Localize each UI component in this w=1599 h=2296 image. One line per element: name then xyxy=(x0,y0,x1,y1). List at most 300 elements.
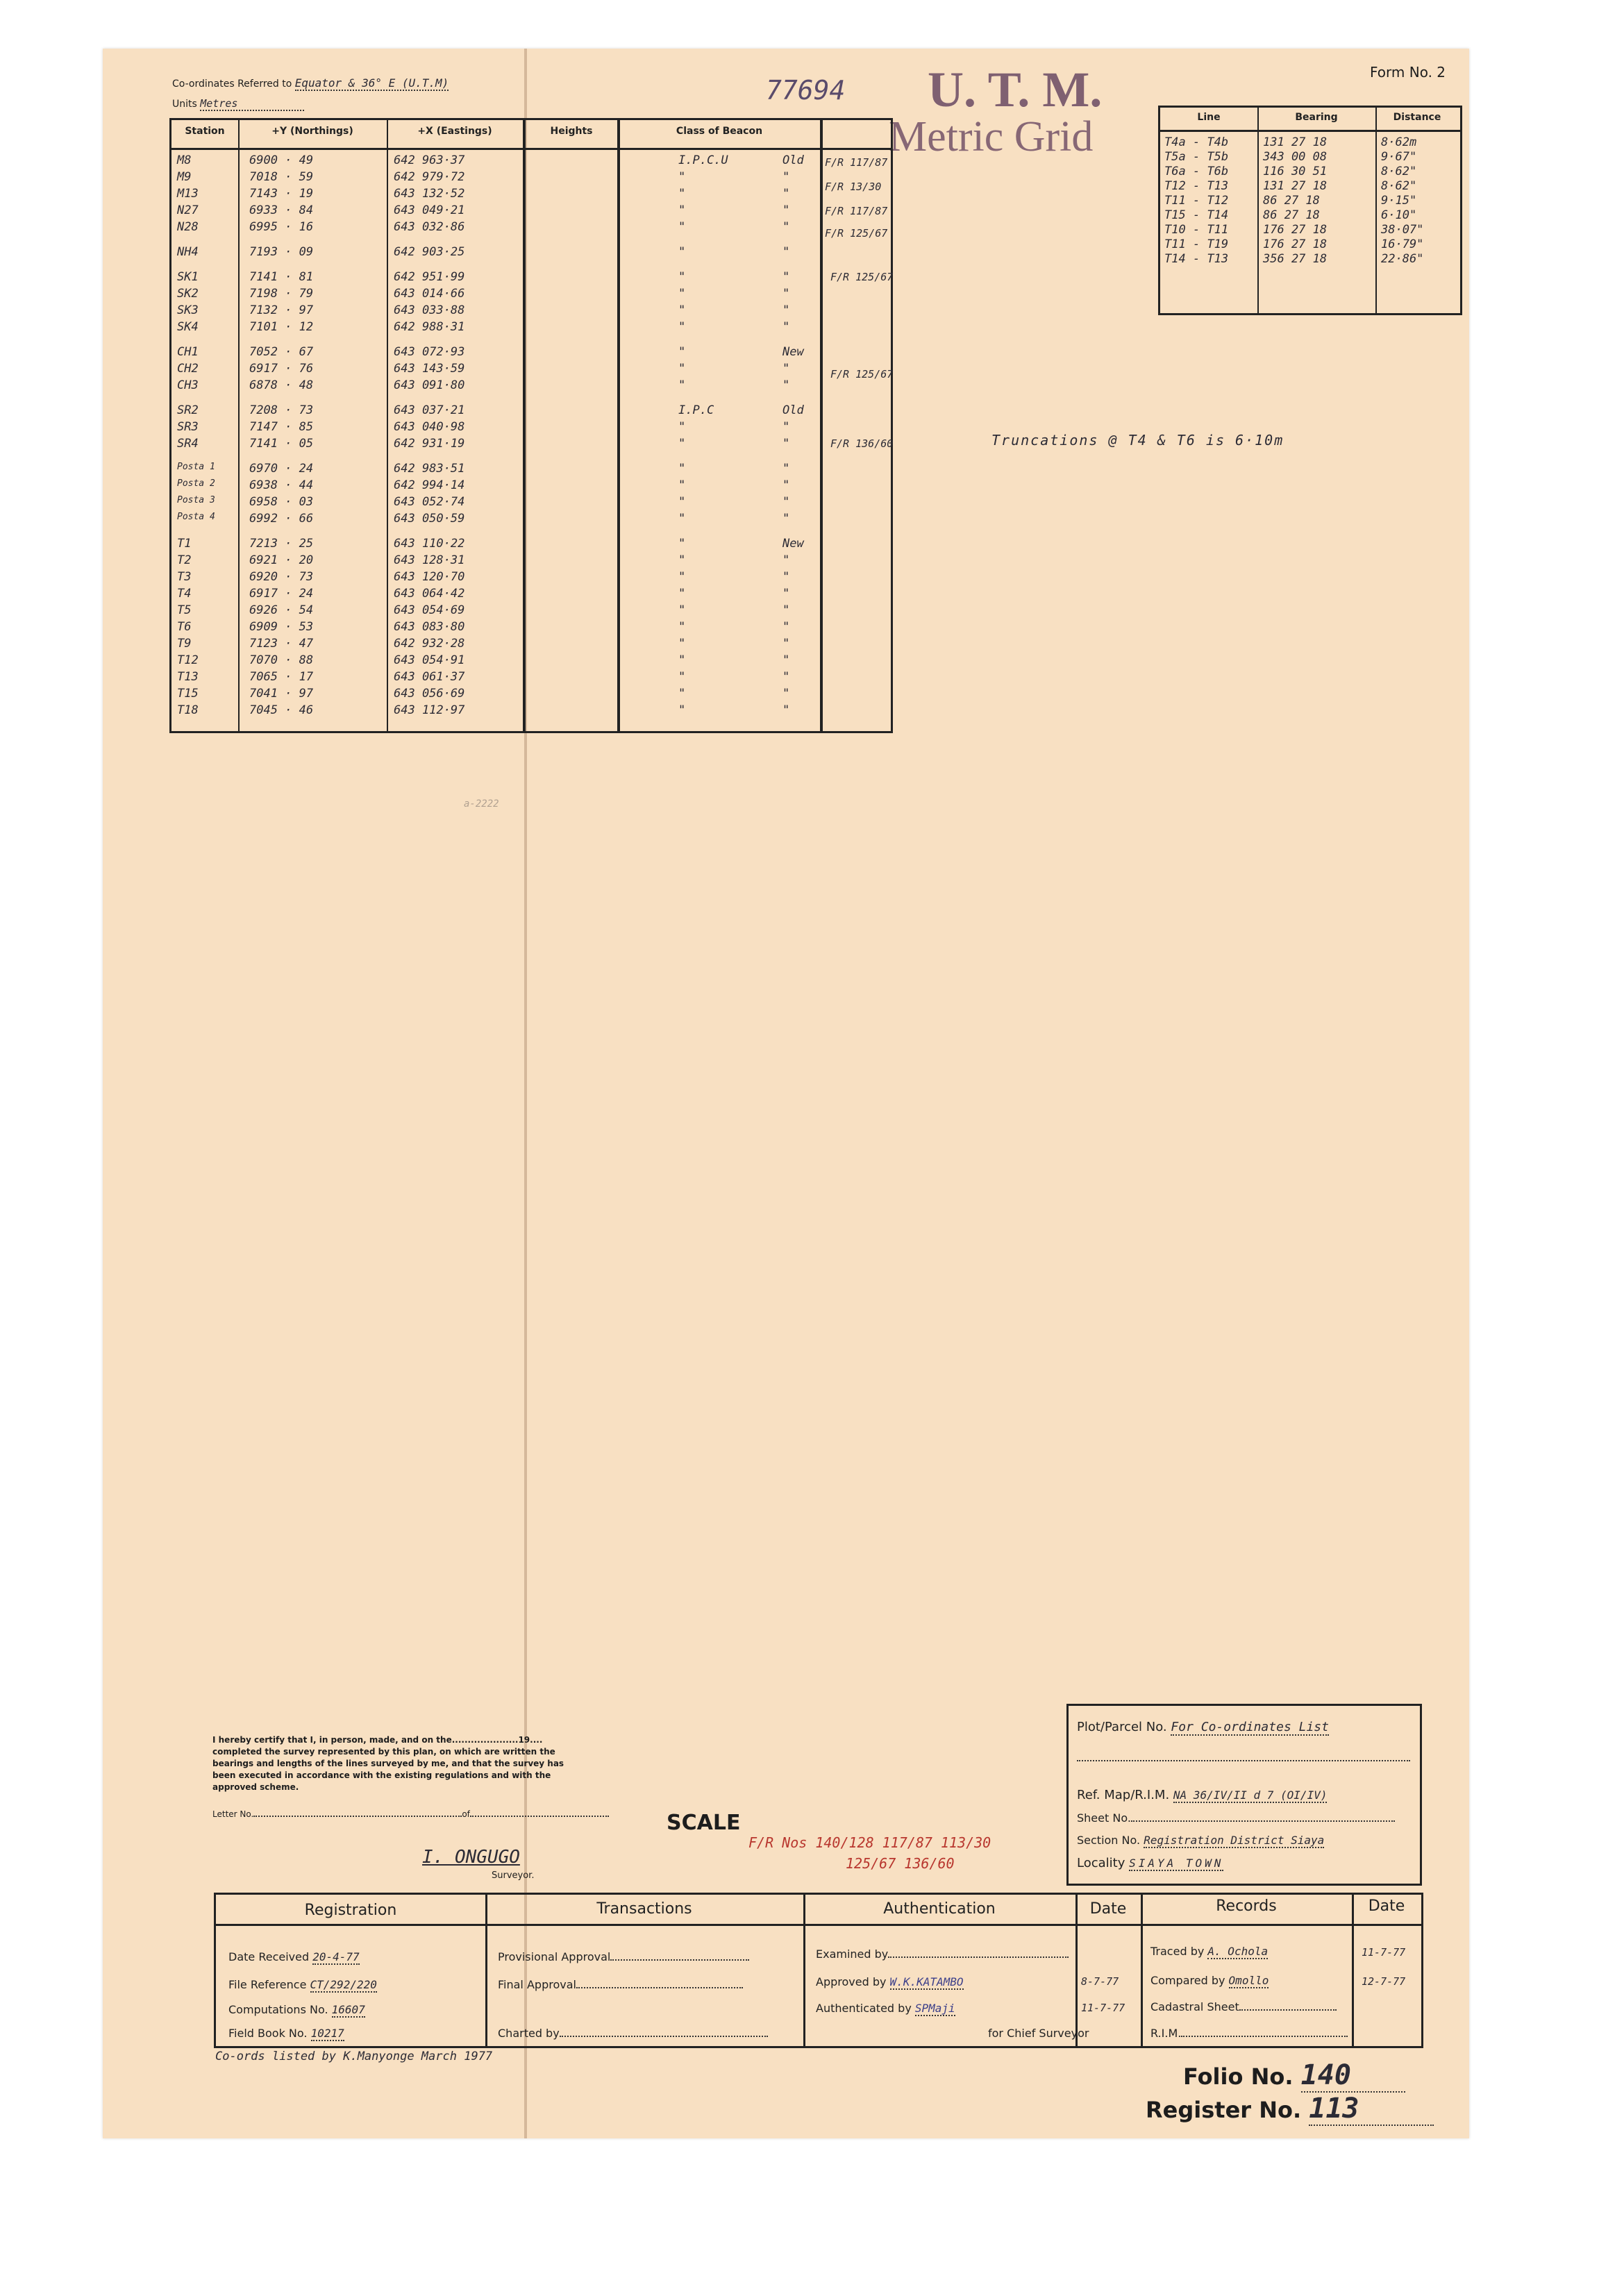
beacon-class-cell: " xyxy=(678,495,686,509)
northing-cell: 7198 · 79 xyxy=(249,287,314,301)
station-cell: Posta 1 xyxy=(177,462,215,472)
table-row xyxy=(171,553,887,568)
folio-field: Folio No. 140 xyxy=(1183,2059,1405,2093)
distance-cell: 9·67" xyxy=(1381,150,1417,164)
table-row xyxy=(171,478,887,493)
beacon-age-cell: " xyxy=(782,653,790,667)
scale-fr-numbers: F/R Nos 140/128 117/87 113/30 xyxy=(748,1834,991,1851)
table-row xyxy=(171,303,887,318)
registration-table xyxy=(214,1893,1423,2048)
table-row xyxy=(1160,237,1459,251)
fr-ref: F/R 125/67 xyxy=(830,271,894,283)
col-divider xyxy=(1141,1895,1143,2046)
northing-cell: 6933 · 84 xyxy=(249,203,314,217)
distance-cell: 6·10" xyxy=(1381,208,1417,222)
surveyor-signature: I. ONGUGO xyxy=(422,1847,520,1868)
beacon-age-cell: " xyxy=(782,170,790,184)
easting-cell: 643 120·70 xyxy=(394,570,465,584)
faint-mark: a-2222 xyxy=(464,798,499,810)
northing-cell: 6878 · 48 xyxy=(249,378,314,392)
header-distance: Distance xyxy=(1393,112,1441,123)
easting-cell: 642 994·14 xyxy=(394,478,465,492)
beacon-class-cell: " xyxy=(678,437,686,451)
beacon-class-cell: " xyxy=(678,570,686,584)
station-cell: SR2 xyxy=(177,403,199,417)
header-line: Line xyxy=(1197,112,1221,123)
easting-cell: 643 052·74 xyxy=(394,495,465,509)
table-row xyxy=(171,378,887,393)
truncation-note: Truncations @ T4 & T6 is 6·10m xyxy=(991,432,1284,449)
easting-cell: 643 049·21 xyxy=(394,203,465,217)
station-cell: T15 xyxy=(177,687,199,701)
easting-cell: 643 112·97 xyxy=(394,703,465,717)
station-cell: CH3 xyxy=(177,378,199,392)
station-cell: M13 xyxy=(177,187,199,201)
station-cell: SR3 xyxy=(177,420,199,434)
beacon-age-cell: " xyxy=(782,245,790,259)
distance-cell: 8·62" xyxy=(1381,179,1417,193)
beacon-age-cell: " xyxy=(782,187,790,201)
station-cell: N27 xyxy=(177,203,199,217)
traced-by-field: Traced by A. Ochola xyxy=(1150,1945,1269,1958)
station-cell: CH1 xyxy=(177,345,199,359)
beacon-age-cell: " xyxy=(782,270,790,284)
table-row xyxy=(171,537,887,551)
line-cell: T15 - T14 xyxy=(1164,208,1229,222)
provisional-approval-field: Provisional Approval xyxy=(498,1950,749,1963)
beacon-class-cell: " xyxy=(678,287,686,301)
table-row xyxy=(171,603,887,618)
plot-parcel-field: Plot/Parcel No. For Co-ordinates List xyxy=(1077,1720,1329,1734)
form-number: Form No. 2 xyxy=(1370,64,1446,81)
northing-cell: 6970 · 24 xyxy=(249,462,314,476)
surveyor-label: Surveyor. xyxy=(492,1870,535,1881)
bearing-cell: 176 27 18 xyxy=(1263,223,1328,237)
table-row xyxy=(171,620,887,635)
units-reference: Units Metres xyxy=(172,97,304,111)
northing-cell: 7041 · 97 xyxy=(249,687,314,701)
beacon-age-cell: Old xyxy=(782,403,804,417)
northing-cell: 6920 · 73 xyxy=(249,570,314,584)
header-divider xyxy=(216,1924,1421,1926)
surveyor-certificate: I hereby certify that I, in person, made, and on the.....................19.... completed the survey represented by this plan, on which are written the bearings and lengths of the lines surveyed by me, and that the survey has been executed in accordance with the existing regulations and with the approved scheme. xyxy=(212,1735,564,1792)
beacon-age-cell: " xyxy=(782,478,790,492)
northing-cell: 7141 · 05 xyxy=(249,437,314,451)
station-cell: SK4 xyxy=(177,320,199,334)
northing-cell: 7147 · 85 xyxy=(249,420,314,434)
table-row xyxy=(171,570,887,585)
beacon-class-cell: " xyxy=(678,270,686,284)
scale-label: SCALE xyxy=(667,1811,741,1835)
station-cell: Posta 2 xyxy=(177,478,215,489)
table-row xyxy=(171,220,887,235)
charted-by-field: Charted by xyxy=(498,2027,768,2040)
table-row xyxy=(1160,223,1459,237)
table-row xyxy=(171,587,887,601)
easting-cell: 643 033·88 xyxy=(394,303,465,317)
table-row xyxy=(171,287,887,301)
station-cell: T2 xyxy=(177,553,192,567)
fr-ref: F/R 125/67 xyxy=(825,227,888,240)
northing-cell: 6926 · 54 xyxy=(249,603,314,617)
compared-date: 12-7-77 xyxy=(1362,1975,1406,1988)
table-row xyxy=(1160,252,1459,266)
header-station: Station xyxy=(185,126,225,137)
northing-cell: 7143 · 19 xyxy=(249,187,314,201)
easting-cell: 643 054·91 xyxy=(394,653,465,667)
beacon-age-cell: " xyxy=(782,512,790,526)
beacon-age-cell: " xyxy=(782,670,790,684)
beacon-class-cell: " xyxy=(678,362,686,376)
line-cell: T5a - T5b xyxy=(1164,150,1229,164)
utm-stamp-subtitle: Metric Grid xyxy=(889,113,1094,160)
northing-cell: 6909 · 53 xyxy=(249,620,314,634)
letter-reference: Letter No. of xyxy=(212,1809,609,1819)
northing-cell: 7208 · 73 xyxy=(249,403,314,417)
fr-ref: F/R 136/60 xyxy=(830,437,894,450)
header-eastings: +X (Eastings) xyxy=(417,126,492,137)
easting-cell: 642 979·72 xyxy=(394,170,465,184)
coords-reference: Co-ordinates Referred to Equator & 36° E (U.T.M) xyxy=(172,76,449,90)
line-bearing-table xyxy=(1158,106,1462,315)
table-row xyxy=(171,362,887,376)
field-book-field: Field Book No. 10217 xyxy=(228,2027,344,2040)
beacon-age-cell: " xyxy=(782,462,790,476)
header-bearing: Bearing xyxy=(1295,112,1338,123)
beacon-class-cell: " xyxy=(678,587,686,601)
easting-cell: 643 040·98 xyxy=(394,420,465,434)
station-cell: T6 xyxy=(177,620,192,634)
beacon-class-cell: " xyxy=(678,703,686,717)
beacon-class-cell: " xyxy=(678,303,686,317)
line-cell: T12 - T13 xyxy=(1164,179,1229,193)
distance-cell: 22·86" xyxy=(1381,252,1424,266)
bearing-cell: 343 00 08 xyxy=(1263,150,1328,164)
table-row xyxy=(171,495,887,510)
beacon-age-cell: " xyxy=(782,378,790,392)
table-row xyxy=(1160,208,1459,222)
station-cell: SK2 xyxy=(177,287,199,301)
header-class-of-beacon: Class of Beacon xyxy=(676,126,763,137)
table-row xyxy=(1160,194,1459,208)
header-northings: +Y (Northings) xyxy=(271,126,353,137)
beacon-class-cell: " xyxy=(678,220,686,234)
beacon-class-cell: " xyxy=(678,345,686,359)
stamp-number: 77694 xyxy=(766,75,846,106)
sheet-no-field: Sheet No. xyxy=(1077,1811,1395,1825)
easting-cell: 643 083·80 xyxy=(394,620,465,634)
beacon-age-cell: New xyxy=(782,537,804,551)
station-cell: T4 xyxy=(177,587,192,601)
easting-cell: 643 143·59 xyxy=(394,362,465,376)
fr-ref: F/R 117/87 xyxy=(825,156,888,169)
ref-map-field: Ref. Map/R.I.M. NA 36/IV/II d 7 (OI/IV) xyxy=(1077,1788,1328,1802)
beacon-age-cell: " xyxy=(782,553,790,567)
header-registration: Registration xyxy=(304,1902,397,1919)
utm-stamp-title: U. T. M. xyxy=(928,62,1103,117)
bearing-cell: 356 27 18 xyxy=(1263,252,1328,266)
beacon-class-cell: " xyxy=(678,245,686,259)
easting-cell: 643 064·42 xyxy=(394,587,465,601)
beacon-age-cell: " xyxy=(782,620,790,634)
beacon-class-cell: " xyxy=(678,687,686,701)
compared-by-field: Compared by Omollo xyxy=(1150,1974,1269,1987)
beacon-age-cell: " xyxy=(782,570,790,584)
rim-field: R.I.M. xyxy=(1150,2027,1348,2040)
beacon-age-cell: " xyxy=(782,587,790,601)
line-cell: T10 - T11 xyxy=(1164,223,1229,237)
northing-cell: 6992 · 66 xyxy=(249,512,314,526)
authenticated-by-field: Authenticated by SPMaji xyxy=(816,2002,955,2015)
table-row xyxy=(171,703,887,718)
easting-cell: 642 963·37 xyxy=(394,153,465,167)
station-table-header xyxy=(171,120,891,150)
station-cell: SK3 xyxy=(177,303,199,317)
beacon-age-cell: " xyxy=(782,220,790,234)
beacon-age-cell: New xyxy=(782,345,804,359)
northing-cell: 6958 · 03 xyxy=(249,495,314,509)
beacon-age-cell: " xyxy=(782,495,790,509)
northing-cell: 7045 · 46 xyxy=(249,703,314,717)
station-cell: T12 xyxy=(177,653,199,667)
easting-cell: 643 110·22 xyxy=(394,537,465,551)
beacon-age-cell: " xyxy=(782,703,790,717)
coords-value: Equator & 36° E (U.T.M) xyxy=(294,76,449,90)
fr-ref: F/R 125/67 xyxy=(830,368,894,380)
station-cell: Posta 3 xyxy=(177,495,215,505)
beacon-class-cell: I.P.C.U xyxy=(678,153,728,167)
header-records: Records xyxy=(1216,1897,1277,1915)
coords-listed-note: Co-ords listed by K.Manyonge March 1977 xyxy=(215,2050,493,2063)
northing-cell: 7070 · 88 xyxy=(249,653,314,667)
beacon-age-cell: " xyxy=(782,362,790,376)
line-table-header xyxy=(1160,108,1460,132)
northing-cell: 7141 · 81 xyxy=(249,270,314,284)
beacon-class-cell: " xyxy=(678,170,686,184)
line-cell: T11 - T19 xyxy=(1164,237,1229,251)
distance-cell: 16·79" xyxy=(1381,237,1424,251)
bearing-cell: 86 27 18 xyxy=(1263,208,1320,222)
beacon-age-cell: " xyxy=(782,637,790,651)
northing-cell: 7123 · 47 xyxy=(249,637,314,651)
beacon-age-cell: " xyxy=(782,437,790,451)
scale-fr-numbers-2: 125/67 136/60 xyxy=(846,1855,955,1872)
table-row xyxy=(171,512,887,526)
bearing-cell: 86 27 18 xyxy=(1263,194,1320,208)
header-transactions: Transactions xyxy=(596,1900,692,1918)
date-received-field: Date Received 20-4-77 xyxy=(228,1950,360,1963)
table-row xyxy=(171,462,887,476)
beacon-class-cell: " xyxy=(678,320,686,334)
beacon-age-cell: " xyxy=(782,603,790,617)
northing-cell: 6917 · 24 xyxy=(249,587,314,601)
easting-cell: 642 951·99 xyxy=(394,270,465,284)
easting-cell: 643 132·52 xyxy=(394,187,465,201)
beacon-class-cell: " xyxy=(678,670,686,684)
beacon-age-cell: " xyxy=(782,420,790,434)
table-row xyxy=(171,187,887,201)
easting-cell: 642 983·51 xyxy=(394,462,465,476)
line-cell: T4a - T4b xyxy=(1164,135,1229,149)
beacon-class-cell: " xyxy=(678,603,686,617)
easting-cell: 642 903·25 xyxy=(394,245,465,259)
section-no-field: Section No. Registration District Siaya xyxy=(1077,1834,1325,1847)
easting-cell: 643 128·31 xyxy=(394,553,465,567)
easting-cell: 643 050·59 xyxy=(394,512,465,526)
table-row xyxy=(171,687,887,701)
northing-cell: 7101 · 12 xyxy=(249,320,314,334)
beacon-class-cell: " xyxy=(678,203,686,217)
final-approval-field: Final Approval xyxy=(498,1978,743,1991)
distance-cell: 38·07" xyxy=(1381,223,1424,237)
beacon-class-cell: " xyxy=(678,378,686,392)
col-divider xyxy=(1352,1895,1354,2046)
station-cell: T5 xyxy=(177,603,192,617)
easting-cell: 643 014·66 xyxy=(394,287,465,301)
distance-cell: 8·62m xyxy=(1381,135,1417,149)
northing-cell: 7193 · 09 xyxy=(249,245,314,259)
station-cell: T9 xyxy=(177,637,192,651)
station-cell: N28 xyxy=(177,220,199,234)
folio-number: 140 xyxy=(1301,2059,1405,2093)
station-cell: T1 xyxy=(177,537,192,551)
beacon-class-cell: " xyxy=(678,420,686,434)
easting-cell: 643 032·86 xyxy=(394,220,465,234)
station-cell: T13 xyxy=(177,670,199,684)
header-date: Date xyxy=(1089,1900,1127,1918)
beacon-class-cell: " xyxy=(678,187,686,201)
beacon-class-cell: " xyxy=(678,653,686,667)
cadastral-sheet-field: Cadastral Sheet xyxy=(1150,2000,1337,2013)
easting-cell: 643 056·69 xyxy=(394,687,465,701)
easting-cell: 643 037·21 xyxy=(394,403,465,417)
header-heights: Heights xyxy=(550,126,593,137)
locality-field: Locality SIAYA TOWN xyxy=(1077,1856,1224,1870)
authenticated-date: 11-7-77 xyxy=(1081,2002,1125,2014)
units-value: Metres xyxy=(200,97,304,111)
beacon-class-cell: " xyxy=(678,537,686,551)
table-row xyxy=(171,670,887,685)
header-authentication: Authentication xyxy=(883,1900,996,1918)
fr-ref: F/R 117/87 xyxy=(825,205,888,217)
beacon-class-cell: " xyxy=(678,553,686,567)
northing-cell: 6921 · 20 xyxy=(249,553,314,567)
table-row xyxy=(171,437,887,451)
northing-cell: 6917 · 76 xyxy=(249,362,314,376)
fr-ref: F/R 13/30 xyxy=(825,181,882,193)
beacon-class-cell: " xyxy=(678,462,686,476)
table-row xyxy=(171,637,887,651)
station-cell: SK1 xyxy=(177,270,199,284)
table-row xyxy=(1160,165,1459,178)
northing-cell: 7213 · 25 xyxy=(249,537,314,551)
table-row xyxy=(171,245,887,260)
table-row xyxy=(171,420,887,435)
northing-cell: 7065 · 17 xyxy=(249,670,314,684)
bearing-cell: 176 27 18 xyxy=(1263,237,1328,251)
northing-cell: 7132 · 97 xyxy=(249,303,314,317)
file-reference-field: File Reference CT/292/220 xyxy=(228,1978,377,1991)
bearing-cell: 116 30 51 xyxy=(1263,165,1328,178)
beacon-class-cell: I.P.C xyxy=(678,403,714,417)
register-number: 113 xyxy=(1309,2093,1434,2126)
survey-form-sheet xyxy=(103,49,1469,2138)
northing-cell: 6900 · 49 xyxy=(249,153,314,167)
table-row xyxy=(171,203,887,218)
beacon-age-cell: " xyxy=(782,687,790,701)
easting-cell: 642 932·28 xyxy=(394,637,465,651)
line-cell: T6a - T6b xyxy=(1164,165,1229,178)
beacon-class-cell: " xyxy=(678,512,686,526)
blank-line xyxy=(1077,1749,1410,1761)
bearing-cell: 131 27 18 xyxy=(1263,179,1328,193)
register-field: Register No. 113 xyxy=(1146,2093,1434,2126)
station-cell: CH2 xyxy=(177,362,199,376)
table-row xyxy=(171,345,887,360)
easting-cell: 642 931·19 xyxy=(394,437,465,451)
northing-cell: 7052 · 67 xyxy=(249,345,314,359)
table-row xyxy=(171,270,887,285)
station-cell: SR4 xyxy=(177,437,199,451)
station-cell: M9 xyxy=(177,170,192,184)
station-coordinate-table xyxy=(169,118,893,733)
easting-cell: 643 054·69 xyxy=(394,603,465,617)
northing-cell: 6938 · 44 xyxy=(249,478,314,492)
easting-cell: 643 091·80 xyxy=(394,378,465,392)
traced-date: 11-7-77 xyxy=(1362,1946,1406,1959)
bearing-cell: 131 27 18 xyxy=(1263,135,1328,149)
distance-cell: 9·15" xyxy=(1381,194,1417,208)
beacon-class-cell: " xyxy=(678,478,686,492)
station-cell: Posta 4 xyxy=(177,512,215,522)
beacon-age-cell: " xyxy=(782,287,790,301)
plot-parcel-box xyxy=(1066,1704,1422,1886)
easting-cell: 643 061·37 xyxy=(394,670,465,684)
table-row xyxy=(1160,135,1459,149)
header-records-date: Date xyxy=(1368,1897,1405,1915)
examined-by-field: Examined by xyxy=(816,1947,1069,1961)
beacon-age-cell: Old xyxy=(782,153,804,167)
table-row xyxy=(171,320,887,335)
easting-cell: 642 988·31 xyxy=(394,320,465,334)
northing-cell: 7018 · 59 xyxy=(249,170,314,184)
for-chief-surveyor: for Chief Surveyor xyxy=(988,2027,1089,2040)
table-row xyxy=(1160,179,1459,193)
station-cell: T3 xyxy=(177,570,192,584)
approved-date: 8-7-77 xyxy=(1081,1975,1119,1988)
table-row xyxy=(1160,150,1459,164)
table-row xyxy=(171,170,887,185)
station-cell: M8 xyxy=(177,153,192,167)
station-cell: NH4 xyxy=(177,245,199,259)
beacon-age-cell: " xyxy=(782,320,790,334)
beacon-class-cell: " xyxy=(678,620,686,634)
easting-cell: 643 072·93 xyxy=(394,345,465,359)
distance-cell: 8·62" xyxy=(1381,165,1417,178)
table-row xyxy=(171,403,887,418)
line-cell: T14 - T13 xyxy=(1164,252,1229,266)
table-row xyxy=(171,653,887,668)
beacon-age-cell: " xyxy=(782,303,790,317)
computations-field: Computations No. 16607 xyxy=(228,2003,365,2016)
station-cell: T18 xyxy=(177,703,199,717)
approved-by-field: Approved by W.K.KATAMBO xyxy=(816,1975,964,1988)
northing-cell: 6995 · 16 xyxy=(249,220,314,234)
beacon-age-cell: " xyxy=(782,203,790,217)
beacon-class-cell: " xyxy=(678,637,686,651)
table-row xyxy=(171,153,887,168)
line-cell: T11 - T12 xyxy=(1164,194,1229,208)
